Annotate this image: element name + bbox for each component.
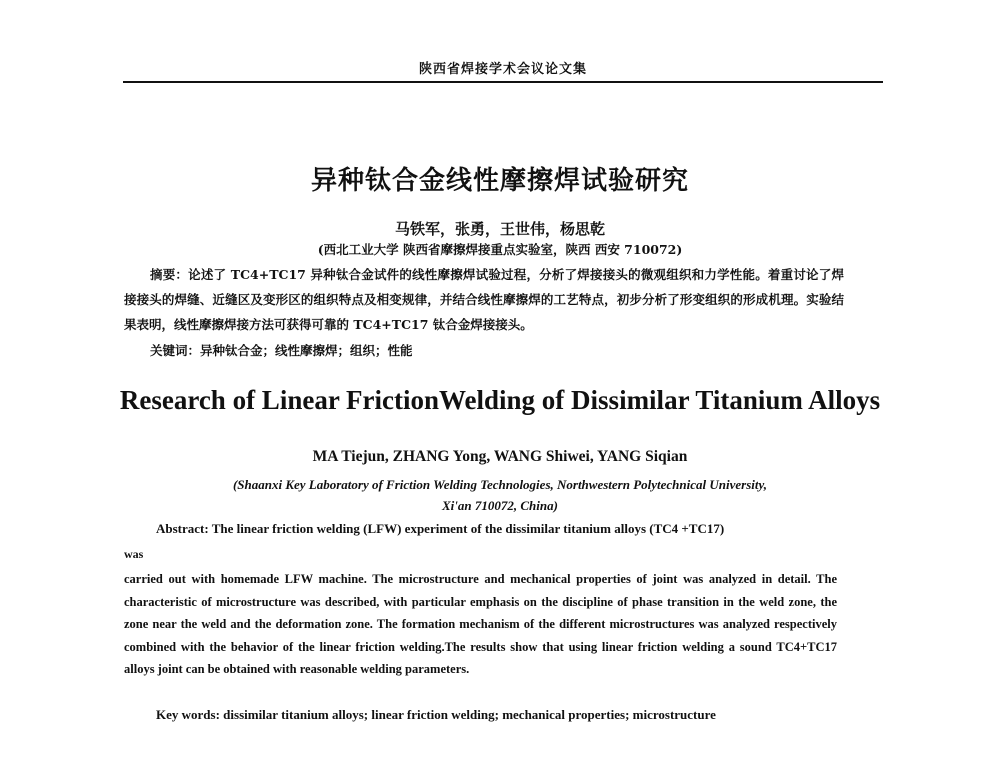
- chinese-keywords-label: 关键词：: [150, 343, 201, 358]
- english-abstract-first-text: The linear friction welding (LFW) experiment of the dissimilar titanium alloys (TC4 +TC17): [211, 521, 725, 536]
- chinese-abstract: [124, 262, 844, 337]
- chinese-keywords: [150, 341, 850, 359]
- english-abstract-first-line: [156, 521, 856, 537]
- chinese-title: 异种钛合金线性摩擦焊试验研究: [310, 166, 689, 196]
- english-abstract-label: Abstract:: [156, 521, 209, 536]
- chinese-abstract-label: 摘要：: [150, 267, 189, 282]
- english-keywords-text: dissimilar titanium alloys; linear friction welding; mechanical properties; microstructure: [223, 707, 716, 722]
- english-abstract-body: carried out with homemade LFW machine. The microstructure and mechanical properties of joint was analyzed in detail. The characteristic of microstructure was described, with particular emphasis on the discipline of phase transition in the weld zone, the zone near the weld and the deformation zone. The formation mechanism of the different microstructures was analyzed respectively combined with the behavior of the linear friction welding.The results show that using linear friction welding a sound TC4+TC17 alloys joint can be obtained with reasonable welding parameters.: [124, 572, 837, 676]
- english-keywords: [156, 707, 856, 723]
- english-affiliation-line2: Xi'an 710072, China): [442, 498, 558, 513]
- english-keywords-label: Key words:: [156, 707, 220, 722]
- chinese-abstract-text: 论述了 TC4+TC17 异种钛合金试件的线性摩擦焊试验过程，分析了焊接接头的微观组织和力学性能。着重讨论了焊接接头的焊缝、近缝区及变形区的组织特点及相变规律，并结合线性摩擦焊的工艺特点，初步分析了形变组织的形成机理。实验结果表明，线性摩擦焊接方法可获得可靠的 TC4+TC17 钛合金焊接接头。: [124, 267, 844, 332]
- chinese-authors: 马铁军，张勇，王世伟，杨思乾: [394, 220, 605, 238]
- chinese-affiliation: (西北工业大学 陕西省摩擦焊接重点实验室，陕西 西安 710072): [317, 242, 683, 257]
- english-affiliation-line1: (Shaanxi Key Laboratory of Friction Welding Technologies, Northwestern Polytechnical University,: [232, 477, 768, 492]
- english-affiliation: [0, 474, 1000, 516]
- english-authors: MA Tiejun, ZHANG Yong, WANG Shiwei, YANG Siqian: [312, 448, 688, 465]
- english-abstract-was: was: [124, 547, 144, 561]
- proceedings-header: 陕西省焊接学术会议论文集: [418, 62, 587, 77]
- english-title: Research of Linear FrictionWelding of Dissimilar Titanium Alloys: [119, 385, 881, 415]
- header-rule: [123, 81, 883, 83]
- chinese-keywords-text: 异种钛合金；线性摩擦焊；组织；性能: [200, 343, 413, 358]
